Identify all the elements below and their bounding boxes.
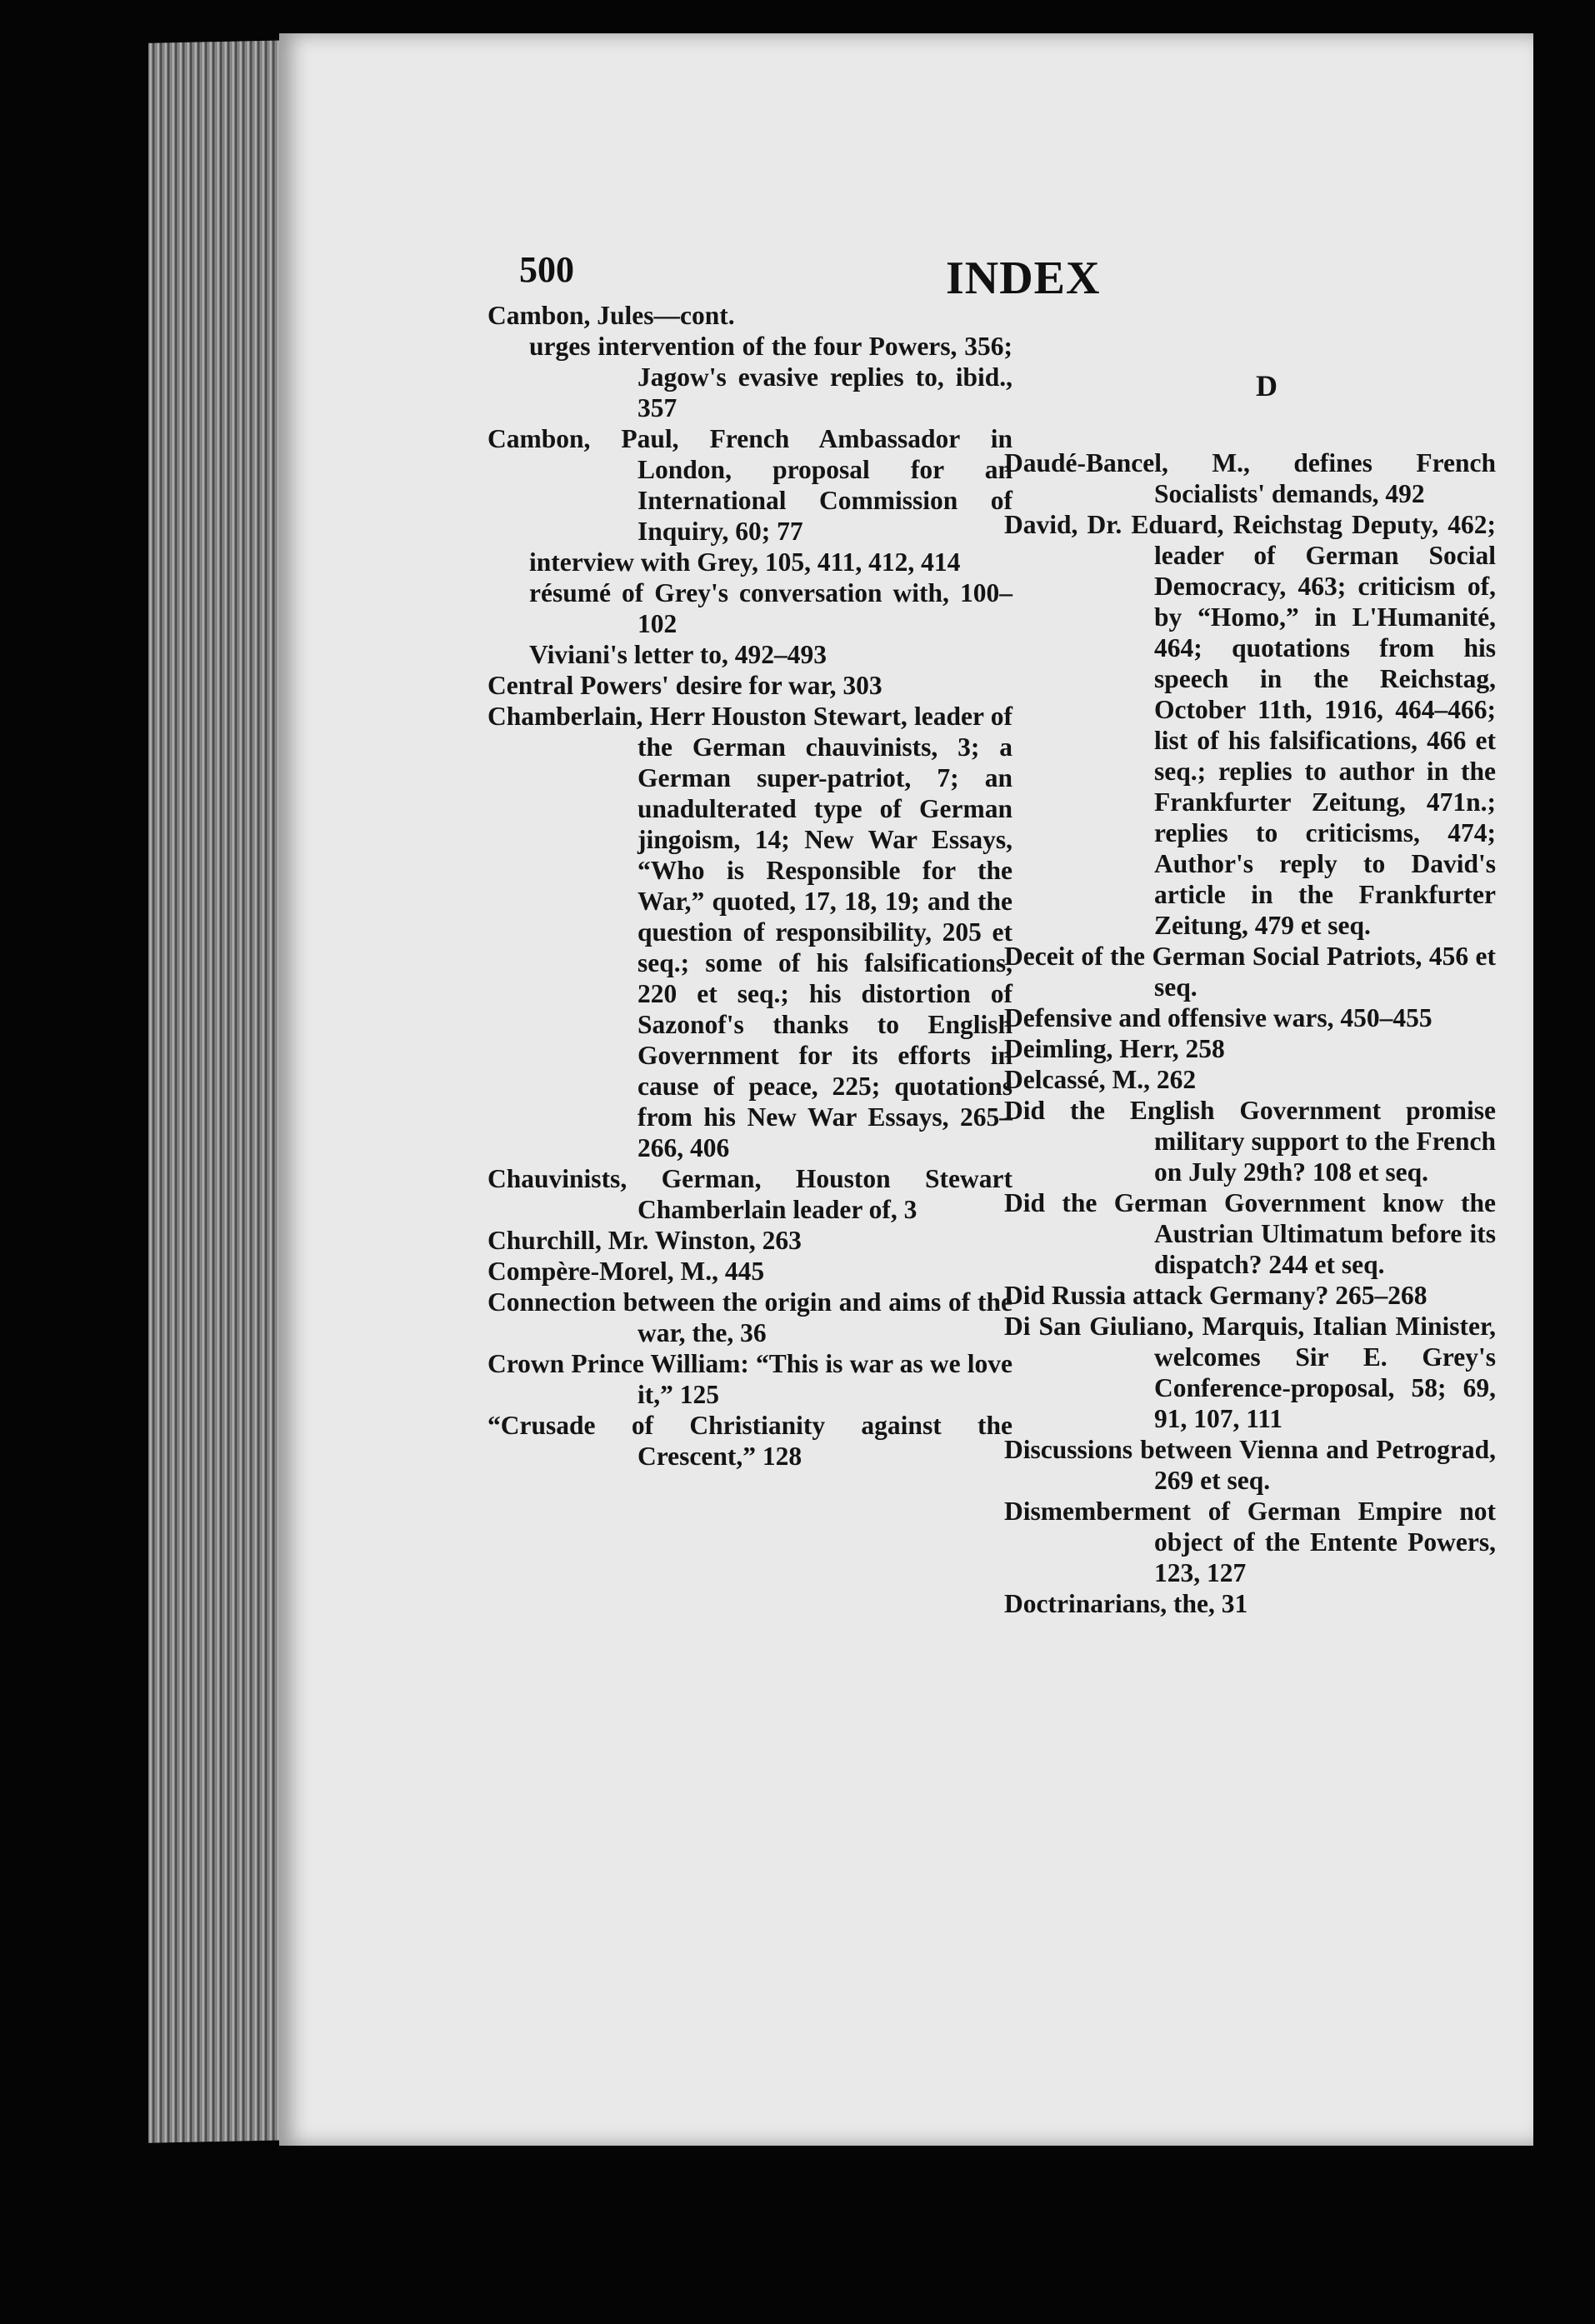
index-entry: Chauvinists, German, Houston Stewart Chamberlain leader of, 3 — [488, 1164, 1012, 1224]
section-letter: D — [1256, 369, 1278, 402]
index-entry: Compère-Morel, M., 445 — [488, 1257, 765, 1286]
index-entry: David, Dr. Eduard, Reichstag Deputy, 462; leader of German Social Democracy, 463; criticism of, by “Homo,” in L'Humanité, 464; quotations from his speech in the Reichstag, October 11th, 1916, 464–466; list of his falsifications, 466 et seq.; replies to author in the Frankfurter Zeitung, 471n.; replies to criticisms, 474; Author's reply to David's article in the Frankfurter Zeitung, 479 et seq. — [1004, 510, 1496, 940]
index-entry: “Crusade of Christianity against the Crescent,” 128 — [488, 1411, 1012, 1471]
index-entry: Churchill, Mr. Winston, 263 — [488, 1226, 802, 1255]
index-column-right — [1004, 371, 1496, 1619]
index-entry: Did Russia attack Germany? 265–268 — [1004, 1281, 1428, 1310]
index-subentry: urges intervention of the four Powers, 356; Jagow's evasive replies to, ibid., 357 — [529, 332, 1012, 422]
index-entry: Di San Giuliano, Marquis, Italian Minister, welcomes Sir E. Grey's Conference-proposal, 58; 69, 91, 107, 111 — [1004, 1312, 1496, 1433]
index-subentry: résumé of Grey's conversation with, 100–102 — [529, 578, 1012, 638]
index-entry: Did the German Government know the Austrian Ultimatum before its dispatch? 244 et seq. — [1004, 1188, 1496, 1279]
index-entry: Central Powers' desire for war, 303 — [488, 671, 882, 700]
index-entry: Connection between the origin and aims of the war, the, 36 — [488, 1287, 1012, 1347]
index-entry: Delcassé, M., 262 — [1004, 1065, 1197, 1094]
index-entry: Chamberlain, Herr Houston Stewart, leader of the German chauvinists, 3; a German super-patriot, 7; an unadulterated type of German jingoism, 14; New War Essays, “Who is Responsible for the War,” quoted, 17, 18, 19; and the question of responsibility, 205 et seq.; some of his falsifications, 220 et seq.; his distortion of Sazonof's thanks to English Government for its efforts in cause of peace, 225; quotations from his New War Essays, 265–266, 406 — [488, 702, 1012, 1162]
index-entry: Defensive and offensive wars, 450–455 — [1004, 1003, 1432, 1032]
book-page — [279, 33, 1533, 2146]
index-entry: Crown Prince William: “This is war as we love it,” 125 — [488, 1349, 1012, 1409]
page-number: 500 — [519, 249, 574, 290]
index-column-left — [488, 300, 1012, 1472]
index-entry: Doctrinarians, the, 31 — [1004, 1589, 1248, 1618]
index-entry: Dismemberment of German Empire not object of the Entente Powers, 123, 127 — [1004, 1497, 1496, 1587]
page-title: INDEX — [946, 252, 1101, 304]
index-entry: Cambon, Jules—cont. — [488, 301, 735, 330]
index-entry: Did the English Government promise military support to the French on July 29th? 108 et seq. — [1004, 1096, 1496, 1187]
index-entry: Deceit of the German Social Patriots, 456 et seq. — [1004, 942, 1496, 1002]
index-subentry: interview with Grey, 105, 411, 412, 414 — [529, 547, 961, 577]
index-entry: Daudé-Bancel, M., defines French Socialists' demands, 492 — [1004, 448, 1496, 508]
index-entry: Discussions between Vienna and Petrograd, 269 et seq. — [1004, 1435, 1496, 1495]
index-subentry: Viviani's letter to, 492–493 — [529, 640, 827, 669]
page-edges — [148, 40, 290, 2143]
index-entry: Cambon, Paul, French Ambassador in London, proposal for an International Commission of Inquiry, 60; 77 — [488, 424, 1012, 546]
index-entry: Deimling, Herr, 258 — [1004, 1034, 1225, 1063]
